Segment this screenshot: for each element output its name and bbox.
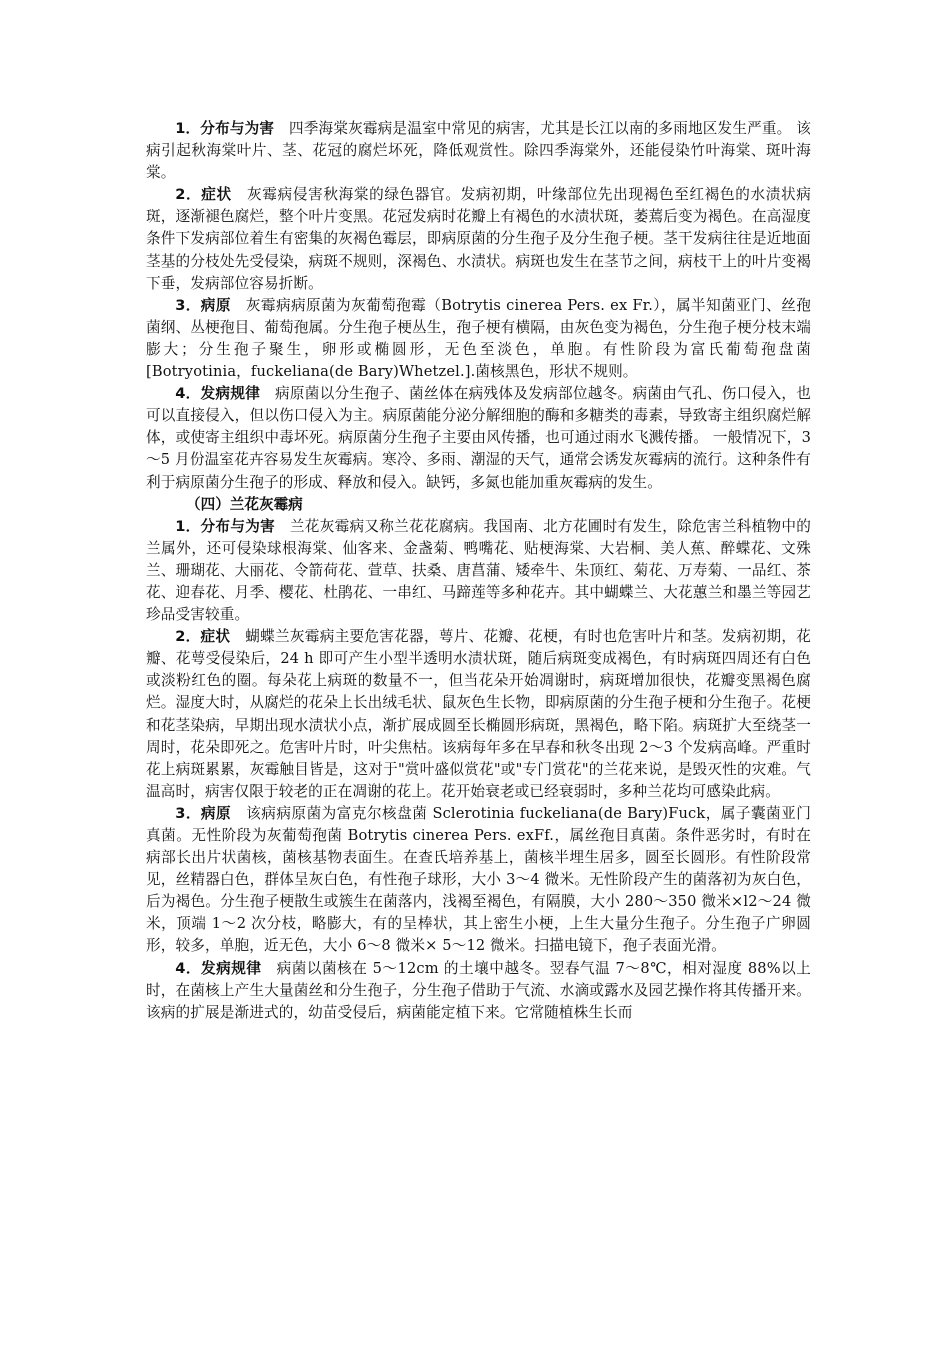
section-orchid (146, 494, 811, 1024)
paragraph-label: 1．分布与为害 (175, 120, 275, 137)
paragraph-label: 2．症状 (175, 628, 231, 646)
paragraph-distribution (146, 516, 811, 626)
paragraph-text: 四季海棠灰霉病是温室中常见的病害，尤其是长江以南的多雨地区发生严重。 该病引起秋海棠叶片、茎、花冠的腐烂坏死，降低观赏性。除四季海棠外，还能侵染竹叶海棠、斑叶海棠。 (146, 120, 811, 182)
paragraph-text: 病原菌以分生孢子、菌丝体在病残体及发病部位越冬。病菌由气孔、伤口侵入，也可以直接侵入，但以伤口侵入为主。病原菌能分泌分解细胞的酶和多糖类的毒素，导致寄主组织腐烂解体，或使寄主组织中毒坏死。病原菌分生孢子主要由风传播，也可通过雨水飞溅传播。 一般情况下，3～5 月份温室花卉容易发生灰霉病。寒冷、多雨、潮湿的天气，通常会诱发灰霉病的流行。这种条件有利于病原菌分生孢子的形成、释放和侵入。缺钙，多氮也能加重灰霉病的发生。 (146, 385, 812, 491)
paragraph-pathogen (146, 295, 811, 383)
paragraph-symptoms (146, 184, 811, 294)
paragraph-distribution (146, 118, 811, 184)
paragraph-text: 蝴蝶兰灰霉病主要危害花器，萼片、花瓣、花梗，有时也危害叶片和茎。发病初期，花瓣、花萼受侵染后，24 h 即可产生小型半透明水渍状斑，随后病斑变成褐色，有时病斑四周还有白色或淡粉红色的圈。每朵花上病斑的数量不一，但当花朵开始凋谢时，病斑增加很快，花瓣变黑褐色腐烂。湿度大时，从腐烂的花朵上长出绒毛状、鼠灰色生长物，即病原菌的分生孢子梗和分生孢子。花梗和花茎染病，早期出现水渍状小点，渐扩展成圆至长椭圆形病斑，黑褐色，略下陷。病斑扩大至绕茎一周时，花朵即死之。危害叶片时，叶尖焦枯。该病每年多在早春和秋冬出现 2～3 个发病高峰。严重时花上病斑累累，灰霉触目皆是，这对于"赏叶盛似赏花"或"专门赏花"的兰花来说，是毁灭性的灾难。气温高时，病害仅限于较老的正在凋谢的花上。花开始衰老或已经衰弱时，多种兰花均可感染此病。 (146, 628, 811, 800)
paragraph-text: 灰霉病病原菌为灰葡萄孢霉（Botrytis cinerea Pers. ex Fr.），属半知菌亚门、丝孢菌纲、丛梗孢目、葡萄孢属。分生孢子梗丛生，孢子梗有横隔，由灰色变为褐色，分生孢子梗分枝末端膨大；分生孢子聚生，卵形或椭圆形，无色至淡色，单胞。有性阶段为富氏葡萄孢盘菌[Botryotinia，fuckeliana(de Bary)Whetzel.].菌核黑色，形状不规则。 (146, 296, 811, 381)
paragraph-text: 该病病原菌为富克尔核盘菌 Sclerotinia fuckeliana(de Bary)Fuck，属子囊菌亚门真菌。无性阶段为灰葡萄孢菌 Botrytis cinerea Pers. exFf.，属丝孢目真菌。条件恶劣时，有时在病部长出片状菌核，菌核基物表面生。在查氏培养基上，菌核半埋生居多，圆至长圆形。有性阶段常见，丝精器白色，群体呈灰白色，有性孢子球形，大小 3～4 微米。无性阶段产生的菌落初为灰白色，后为褐色。分生孢子梗散生或簇生在菌落内，浅褐至褐色，有隔膜，大小 280～350 微米×l2～24 微米，顶端 1～2 次分枝，略膨大，有的呈棒状，其上密生小梗，上生大量分生孢子。分生孢子广卵圆形，较多，单胞，近无色，大小 6～8 微米× 5～12 微米。扫描电镜下，孢子表面光滑。 (146, 804, 811, 955)
paragraph-symptoms (146, 626, 811, 803)
paragraph-disease-pattern (146, 383, 811, 493)
paragraph-text: 灰霉病侵害秋海棠的绿色器官。发病初期，叶缘部位先出现褐色至红褐色的水渍状病斑，逐渐褪色腐烂，整个叶片变黑。花冠发病时花瓣上有褐色的水渍状斑，萎蔫后变为褐色。在高湿度条件下发病部位着生有密集的灰褐色霉层，即病原菌的分生孢子及分生孢子梗。茎干发病往往是近地面茎基的分枝处先受侵染，病斑不规则，深褐色、水渍状。病斑也发生在茎节之间，病枝干上的叶片变褐下垂，发病部位容易折断。 (146, 186, 811, 292)
document-page (146, 118, 811, 1024)
paragraph-label: 3．病原 (175, 804, 232, 822)
paragraph-pathogen (146, 803, 811, 958)
paragraph-label: 1．分布与为害 (175, 517, 275, 535)
paragraph-text: 兰花灰霉病又称兰花花腐病。我国南、北方花圃时有发生，除危害兰科植物中的兰属外，还可侵染球根海棠、仙客来、金盏菊、鸭嘴花、贴梗海棠、大岩桐、美人蕉、醉蝶花、文殊兰、珊瑚花、大丽花、令箭荷花、萱草、扶桑、唐菖蒲、矮牵牛、朱顶红、菊花、万寿菊、一品红、茶花、迎春花、月季、樱花、杜鹃花、一串红、马蹄莲等多种花卉。其中蝴蝶兰、大花蕙兰和墨兰等园艺珍品受害较重。 (146, 517, 811, 624)
paragraph-text: 病菌以菌核在 5～12cm 的土壤中越冬。翌春气温 7～8℃，相对湿度 88%以上时，在菌核上产生大量菌丝和分生孢子，分生孢子借助于气流、水滴或露水及园艺操作将其传播开来。该病的扩展是渐进式的，幼苗受侵后，病菌能定植下来。它常随植株生长而 (146, 959, 811, 1021)
paragraph-label: 2．症状 (175, 186, 232, 204)
paragraph-label: 4．发病规律 (175, 385, 261, 403)
paragraph-label: 4．发病规律 (175, 959, 262, 977)
section-heading: （四）兰花灰霉病 (186, 495, 303, 513)
paragraph-label: 3．病原 (175, 296, 231, 314)
section-begonia (146, 118, 811, 494)
paragraph-disease-pattern (146, 958, 811, 1024)
